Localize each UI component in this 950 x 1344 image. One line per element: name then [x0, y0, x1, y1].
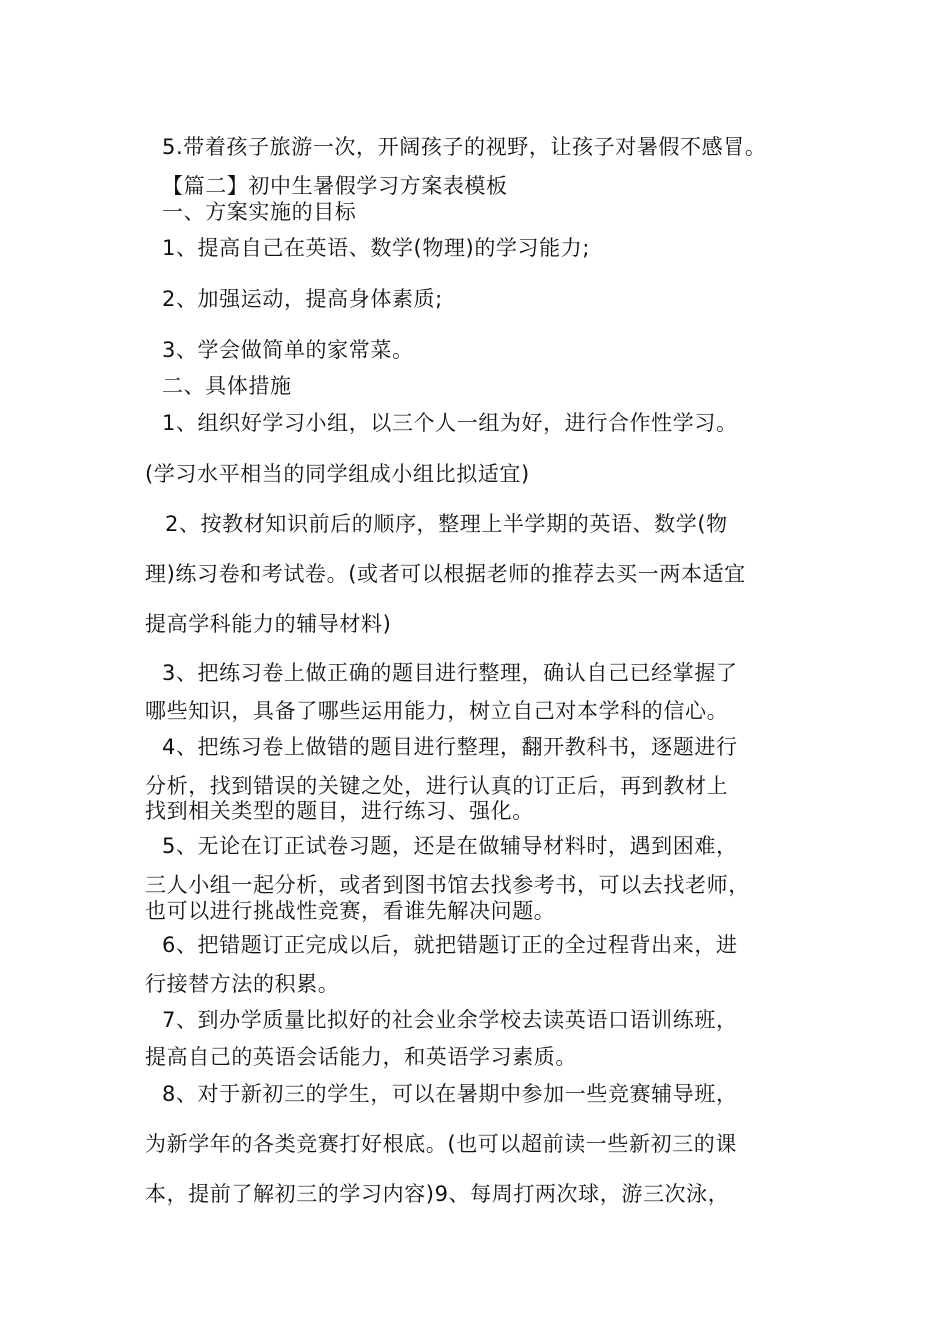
text-line: 2、按教材知识前后的顺序，整理上半学期的英语、数学(物 — [165, 512, 728, 536]
text-line: 提高自己的英语会话能力，和英语学习素质。 — [145, 1045, 577, 1069]
text-line: 提高学科能力的辅导材料) — [145, 612, 392, 636]
text-line: 2、加强运动，提高身体素质; — [162, 287, 443, 311]
text-line: 哪些知识，具备了哪些运用能力，树立自己对本学科的信心。 — [145, 699, 729, 723]
text-line: 5、无论在订正试卷习题，还是在做辅导材料时，遇到困难， — [162, 834, 738, 858]
text-line: 1、提高自己在英语、数学(物理)的学习能力; — [162, 236, 591, 260]
text-line: 分析，找到错误的关键之处，进行认真的订正后，再到教材上 — [145, 774, 729, 798]
text-line: 6、把错题订正完成以后，就把错题订正的全过程背出来，进 — [162, 933, 738, 957]
text-line: (学习水平相当的同学组成小组比拟适宜) — [145, 462, 530, 486]
subsection-heading: 二、具体措施 — [162, 374, 292, 398]
text-line: 4、把练习卷上做错的题目进行整理，翻开教科书，逐题进行 — [162, 735, 738, 759]
text-line: 7、到办学质量比拟好的社会业余学校去读英语口语训练班， — [162, 1008, 738, 1032]
section-heading: 【篇二】初中生暑假学习方案表模板 — [162, 174, 508, 198]
text-line: 三人小组一起分析，或者到图书馆去找参考书，可以去找老师， — [145, 873, 750, 897]
text-line: 理)练习卷和考试卷。(或者可以根据老师的推荐去买一两本适宜 — [145, 562, 746, 586]
text-line: 3、学会做简单的家常菜。 — [162, 338, 414, 362]
subsection-heading: 一、方案实施的目标 — [162, 200, 357, 224]
text-line: 3、把练习卷上做正确的题目进行整理，确认自己已经掌握了 — [162, 661, 738, 685]
text-line: 5.带着孩子旅游一次，开阔孩子的视野，让孩子对暑假不感冒。 — [162, 135, 767, 159]
text-line: 8、对于新初三的学生，可以在暑期中参加一些竞赛辅导班， — [162, 1082, 738, 1106]
text-line: 1、组织好学习小组，以三个人一组为好，进行合作性学习。 — [162, 411, 738, 435]
text-line: 找到相关类型的题目，进行练习、强化。 — [145, 799, 534, 823]
text-line: 也可以进行挑战性竞赛，看谁先解决问题。 — [145, 899, 556, 923]
text-line: 本，提前了解初三的学习内容)9、每周打两次球，游三次泳， — [145, 1182, 730, 1206]
text-line: 为新学年的各类竞赛打好根底。(也可以超前读一些新初三的课 — [145, 1132, 737, 1156]
text-line: 行接替方法的积累。 — [145, 972, 340, 996]
